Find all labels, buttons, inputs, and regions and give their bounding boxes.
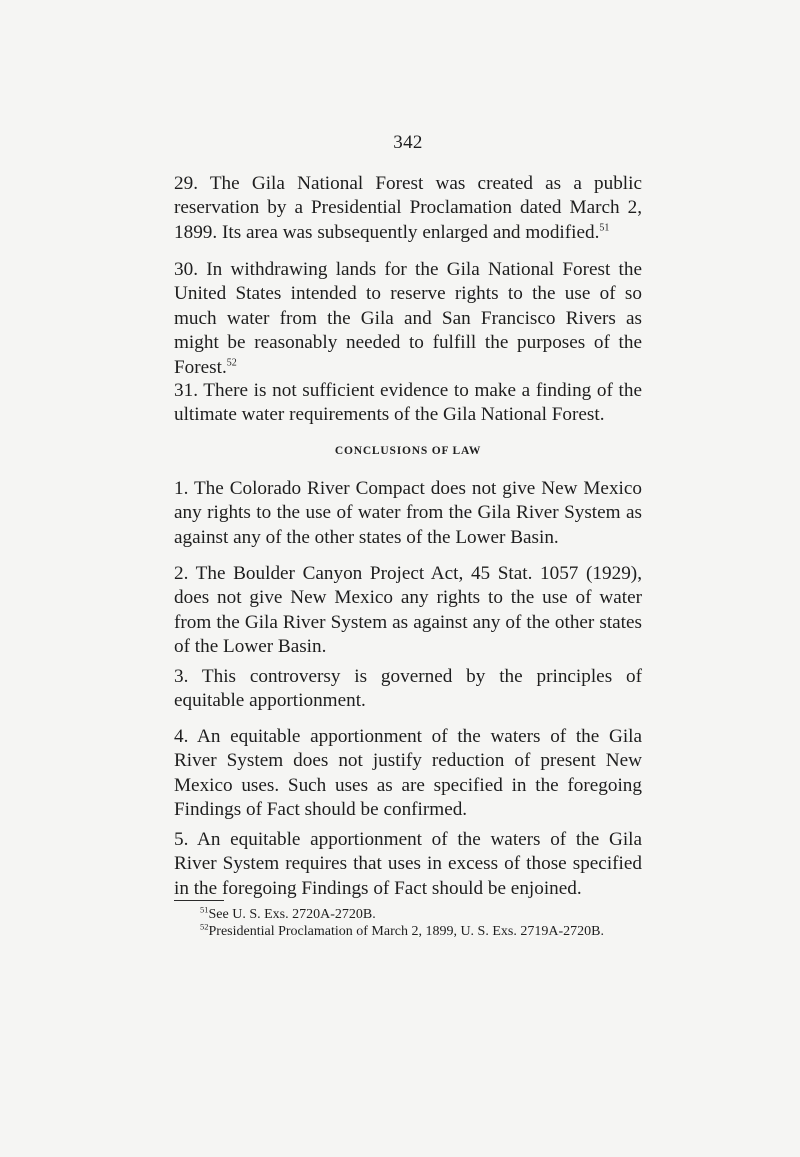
footnote-reference: 52 <box>226 357 237 369</box>
conclusion-paragraph: 4. An equitable apportionment of the waters of the Gila River System does not justify reduction of present New Mexico uses. Such uses as are specified in the foregoing Findings of Fact should be confirmed. <box>174 726 642 821</box>
conclusion-paragraph: 5. An equitable apportionment of the waters of the Gila River System requires that uses in excess of those specified in the foregoing Findings of Fact should be enjoined. <box>174 829 642 899</box>
finding-text: 30. In withdrawing lands for the Gila National Forest the United States intended to reserve rights to the use of so much water from the Gila and San Francisco Rivers as might be reasonably needed to fulfill the purposes of the Forest. <box>174 259 642 378</box>
conclusion-paragraph: 2. The Boulder Canyon Project Act, 45 Stat. 1057 (1929), does not give New Mexico any rights to the use of water from the Gila River System as against any of the other states of the Lower Basin. <box>174 563 642 658</box>
footnote <box>174 906 642 923</box>
finding-paragraph <box>174 258 642 380</box>
footnote-text: Presidential Proclamation of March 2, 1899, U. S. Exs. 2719A-2720B. <box>208 924 604 939</box>
finding-text: 29. The Gila National Forest was created as a public reservation by a Presidential Proclamation dated March 2, 1899. Its area was subsequently enlarged and modified. <box>174 173 642 243</box>
footnote-mark: 51 <box>200 904 209 915</box>
finding-paragraph <box>174 172 642 245</box>
conclusion-paragraph: 3. This controversy is governed by the principles of equitable apportionment. <box>174 666 642 712</box>
footnote-mark: 52 <box>200 921 209 932</box>
footnote-text: See U. S. Exs. 2720A-2720B. <box>208 907 376 922</box>
conclusion-paragraph: 1. The Colorado River Compact does not give New Mexico any rights to the use of water from the Gila River System as against any of the other states of the Lower Basin. <box>174 478 642 548</box>
footnote-divider <box>174 900 224 901</box>
footnote <box>174 923 642 940</box>
finding-text: 31. There is not sufficient evidence to make a finding of the ultimate water requirements of the Gila National Forest. <box>174 380 642 426</box>
section-heading: CONCLUSIONS OF LAW <box>334 445 482 457</box>
page-number: 342 <box>393 132 423 153</box>
footnotes <box>174 906 642 940</box>
finding-paragraph <box>174 379 642 428</box>
footnote-reference: 51 <box>599 222 610 234</box>
